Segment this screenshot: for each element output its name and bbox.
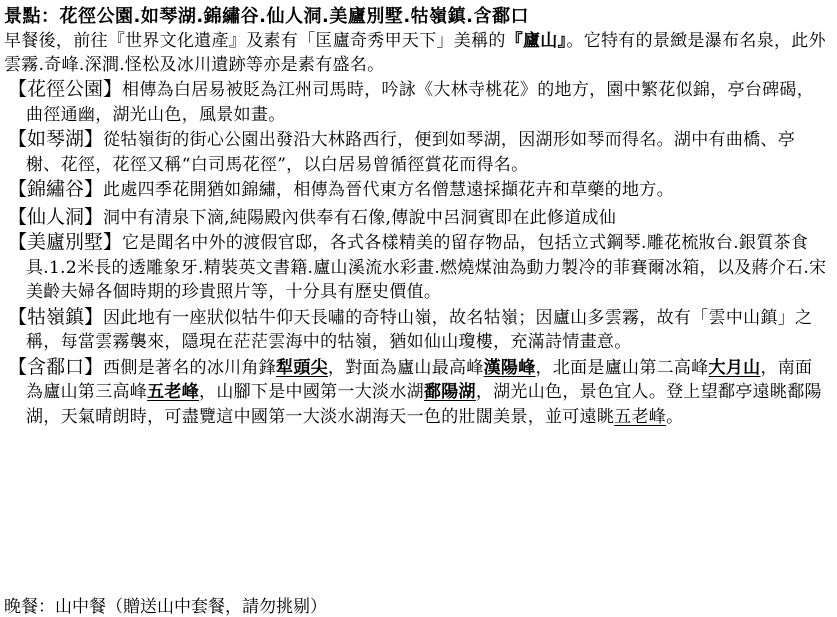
peak-wulao: 五老峰: [147, 382, 200, 402]
entry-text: 洞中有清泉下滴,純陽殿內供奉有石像,傳說中呂洞賓即在此修道成仙: [103, 207, 617, 228]
entry-text: 相傳為白居易被貶為江州司馬時，吟詠: [122, 80, 417, 100]
entry-label: 【錦繡谷】: [8, 178, 104, 200]
entry-meilu: [4, 230, 827, 305]
entry-guling: [4, 305, 827, 355]
peak-litoujian: 犁頭尖: [276, 357, 328, 378]
entry-label: 【含鄱口】: [8, 355, 104, 378]
entry-label: 【牯嶺鎮】: [8, 305, 104, 328]
page-title: 景點：花徑公園.如琴湖.錦繡谷.仙人洞.美廬別墅.牯嶺鎮.含鄱口: [4, 6, 530, 27]
entry-text: 因此地有一座狀似牯牛仰天長嘯的奇特山嶺，故名牯嶺；因廬山多雲霧，故有「雲中山鎮」之稱，每當雲霧襲來，隱現在茫茫雲海中的牯嶺，猶如仙山瓊樓，充滿詩情畫意。: [26, 307, 813, 352]
entry-text: ，湖光山色，景色宜人。登上望鄱亭遠眺鄱陽湖，天氣晴朗時，可盡覽這中國第一大淡水湖海天一色的壯闊美景，並可遠眺: [26, 382, 822, 427]
entry-text: 它是聞名中外的渡假官邸，各式各樣精美的留存物品，包括立式鋼琴.雕花梳妝台.銀質茶食具.1.2米長的透雕象牙.精裝英文書籍.廬山溪流水彩畫.燃燒煤油為動力製冷的菲賽爾冰箱，以及蔣介石.宋美齡夫婦各個時期的珍貴照片等，十分具有歷史價值。: [26, 233, 827, 302]
entry-text: 從牯嶺街的街心公園出發沿大林路西行，便到如琴湖，因湖形如琴而得名。湖中有曲橋、亭榭、花徑，花徑又稱“白司馬花徑”，以白居易曾循徑賞花而得名。: [26, 130, 796, 175]
lake-poyang: 鄱陽湖: [423, 382, 476, 402]
entry-text: 的地方，園中繁花似錦，亭台碑碣，曲徑通幽，湖光山色，風景如畫。: [26, 80, 815, 125]
peak-wulao-final: 五老峰: [614, 406, 667, 427]
entry-text: ，對面為廬山最高峰: [327, 357, 484, 378]
entry-text: 西側是著名的冰川角鋒: [103, 357, 277, 378]
cutoff-next-line: 晚餐：山中餐（贈送山中套餐，請勿挑剔）: [4, 597, 327, 617]
lushan-highlight: 『廬山』: [505, 31, 567, 51]
entry-huajing: [4, 77, 827, 127]
entry-text: ，北面是廬山第二高峰: [535, 357, 709, 378]
intro-text-a: 早餐後，前往『世界文化遺產』及素有「匡廬奇秀甲天下」美稱的: [4, 31, 506, 51]
entry-text: 。: [666, 406, 684, 427]
peak-dayue: 大月山: [708, 357, 761, 378]
entry-label: 【如琴湖】: [8, 128, 104, 150]
peak-hanyang: 漢陽峰: [483, 357, 536, 378]
entry-text: ，南面為廬山第三高峰: [26, 357, 813, 402]
entry-hanpo: [4, 355, 827, 430]
entry-text: ，山腳下是中國第一大淡水湖: [199, 382, 424, 402]
entry-label: 【仙人洞】: [8, 205, 104, 228]
entry-text: 此處四季花開猶如錦繡，相傳為晉代東方名僧慧遠採擷花卉和草藥的地方。: [103, 180, 674, 200]
entry-label: 【花徑公園】: [8, 78, 123, 100]
entry-jinxiu: [4, 177, 827, 203]
poem-title: 《大林寺桃花》: [416, 80, 538, 100]
entry-ruqin: [4, 127, 827, 177]
intro-text-c: 。它特有的景緻是瀑布名泉，此外雲霧.奇峰.深澗.怪松及冰川遺跡等亦是素有盛名。: [4, 31, 826, 75]
entry-xianren: [4, 205, 827, 231]
entry-label: 【美廬別墅】: [8, 231, 123, 253]
intro-paragraph: [4, 29, 827, 77]
